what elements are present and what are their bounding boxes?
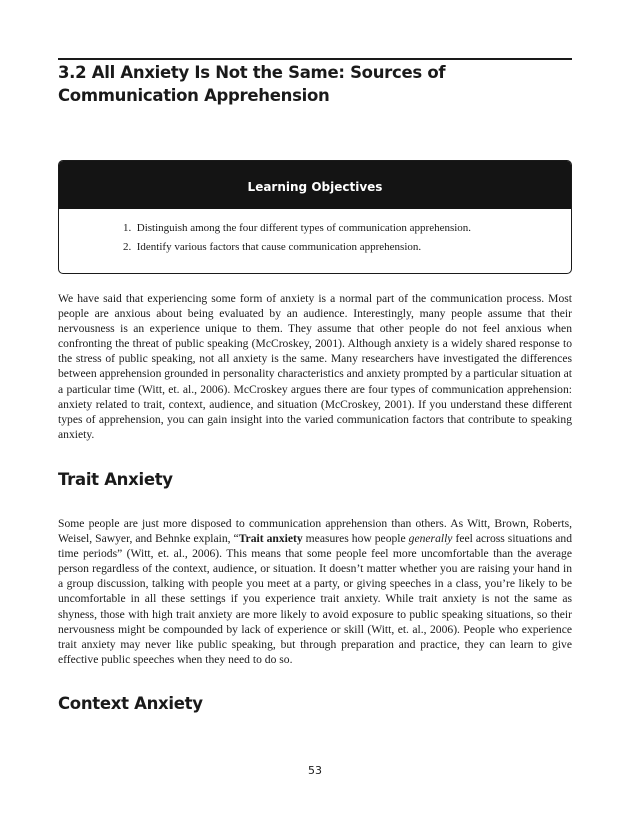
objective-text: Identify various factors that cause communication apprehension. xyxy=(136,241,422,253)
trait-anxiety-paragraph xyxy=(58,516,572,667)
context-anxiety-heading: Context Anxiety xyxy=(58,694,203,713)
generally-emphasis: generally xyxy=(408,532,453,546)
chapter-title: 3.2 All Anxiety Is Not the Same: Sources of Communication Apprehension xyxy=(58,63,446,105)
objective-item xyxy=(123,238,571,257)
trait-anxiety-heading: Trait Anxiety xyxy=(58,470,173,489)
learning-objectives-heading: Learning Objectives xyxy=(59,161,571,209)
objective-number: 1. xyxy=(123,222,132,234)
trait-text-part: Some people are just more disposed to communication apprehension than others. As Witt, Brown, Roberts, Weisel, Sawyer, and Behnke explain, “ xyxy=(58,517,572,546)
objective-item xyxy=(123,219,571,238)
page-number: 53 xyxy=(308,764,322,777)
learning-objectives-list xyxy=(59,209,571,257)
trait-anxiety-term: Trait anxiety xyxy=(238,532,303,546)
trait-text-part: feel across situations and time periods” (Witt, et. al., 2006). This means that some people feel more uncomfortable than the average person regardless of the context, audience, or situation. It doesn’t matter whether you are raising your hand in a group discussion, talking with people you meet at a party, or giving speeches in a class, you’re likely to be uncomfortable in all these settings if you experience trait anxiety. While trait anxiety is not the same as shyness, those with high trait anxiety are more likely to avoid exposure to public speaking situations, so their nervousness might be compounded by lack of experience or skill (Witt, et. al., 2006). People who experience trait anxiety may never like public speaking, but through preparation and practice, they can learn to give effective public speeches when they need to do so. xyxy=(58,532,572,666)
objective-number: 2. xyxy=(123,241,132,253)
objective-text: Distinguish among the four different types of communication apprehension. xyxy=(136,222,472,234)
trait-text-part: measures how people xyxy=(302,532,409,546)
title-rule xyxy=(58,58,572,60)
learning-objectives-box xyxy=(58,160,572,274)
intro-paragraph: We have said that experiencing some form of anxiety is a normal part of the communication process. Most people are anxious about being evaluated by an audience. Interestingly, many people assume that their nervousness is an experience unique to them. They assume that other people do not feel anxious when confronting the threat of public speaking (McCroskey, 2001). Although anxiety is a widely shared response to the stress of public speaking, not all anxiety is the same. Many researchers have investigated the differences between apprehension grounded in personality characteristics and anxiety prompted by a particular situation at a particular time (Witt, et. al., 2006). McCroskey argues there are four types of communication apprehension: anxiety related to trait, context, audience, and situation (McCroskey, 2001). If you understand these different types of apprehension, you can gain insight into the varied communication factors that contribute to speaking anxiety. xyxy=(58,292,572,441)
